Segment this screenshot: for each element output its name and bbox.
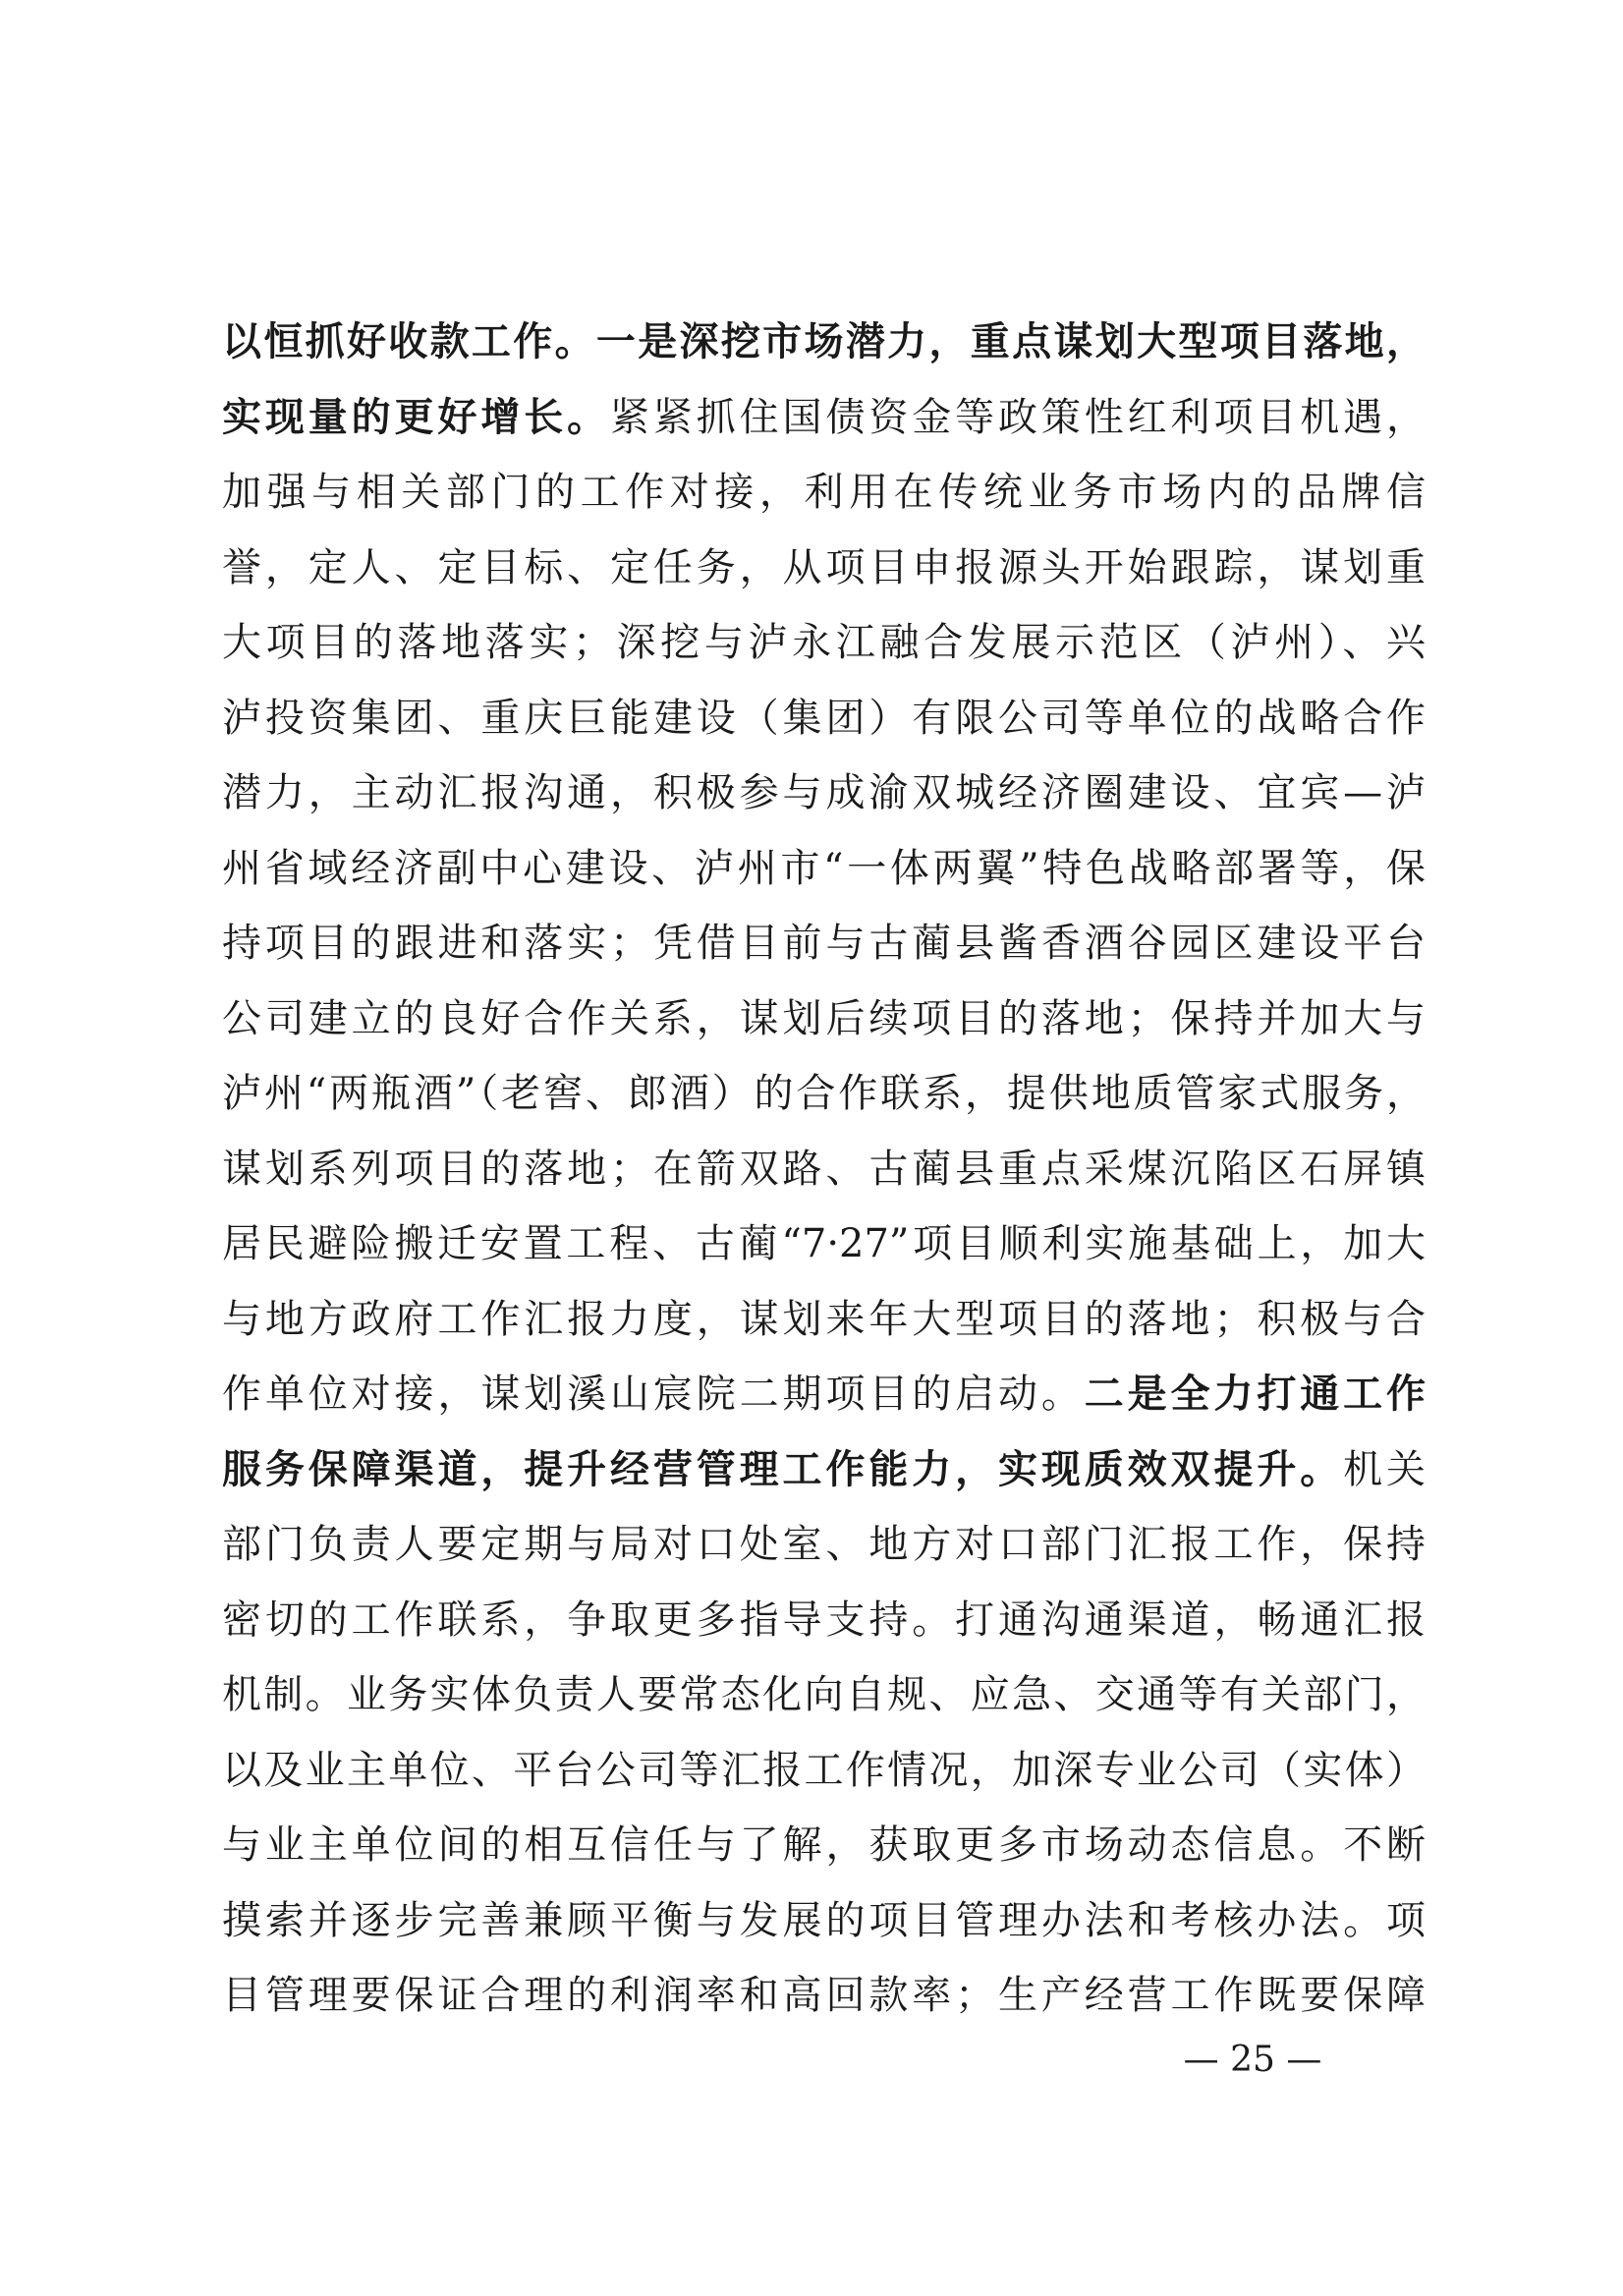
text-run: 加强与相关部门的工作对接，利用在传统业务市场内的品牌信 (222, 470, 1426, 515)
text-line (222, 1132, 1426, 1207)
text-line (222, 756, 1426, 831)
text-run: 泸州“两瓶酒”（老窖、郎酒）的合作联系，提供地质管家式服务， (222, 1071, 1426, 1116)
text-run: 机关 (1343, 1446, 1426, 1492)
text-run: 持项目的跟进和落实；凭借目前与古蔺县酱香酒谷园区建设平台 (222, 921, 1426, 966)
text-line (222, 455, 1426, 531)
text-run: 密切的工作联系，争取更多指导支持。打通沟通渠道，畅通汇报 (222, 1596, 1426, 1643)
text-line (222, 380, 1426, 456)
text-run: 与地方政府工作汇报力度，谋划来年大型项目的落地；积极与合 (222, 1296, 1426, 1342)
text-line (222, 305, 1426, 380)
text-line (222, 531, 1426, 606)
bold-text-run: 服务保障渠道，提升经营管理工作能力，实现质效双提升。 (222, 1445, 1344, 1492)
text-line (222, 1206, 1426, 1282)
text-run: 与业主单位间的相互信任与了解，获取更多市场动态信息。不断 (222, 1822, 1426, 1868)
text-line (222, 1733, 1426, 1809)
text-line (222, 1883, 1426, 1959)
text-run: 公司建立的良好合作关系，谋划后续项目的落地；保持并加大与 (222, 995, 1426, 1041)
text-run: 潜力，主动汇报沟通，积极参与成渝双城经济圈建设、宜宾—泸 (222, 770, 1426, 815)
text-line (222, 1357, 1426, 1432)
text-line (222, 1282, 1426, 1358)
bold-text-run: 二是全力打通工作 (1084, 1371, 1426, 1417)
text-run: 摸索并逐步完善兼顾平衡与发展的项目管理办法和考核办法。项 (222, 1897, 1426, 1943)
text-run: 目管理要保证合理的利润率和高回款率；生产经营工作既要保障 (222, 1973, 1426, 2018)
text-run: 泸投资集团、重庆巨能建设（集团）有限公司等单位的战略合作 (222, 695, 1426, 741)
text-run: 部门负责人要定期与局对口处室、地方对口部门汇报工作，保持 (222, 1522, 1426, 1567)
body-paragraph (222, 305, 1426, 2034)
text-line (222, 831, 1426, 907)
text-run: 誉，定人、定目标、定任务，从项目申报源头开始跟踪，谋划重 (222, 544, 1426, 590)
text-line (222, 1808, 1426, 1883)
text-line (222, 981, 1426, 1057)
text-run: 作单位对接，谋划溪山宸院二期项目的启动。 (222, 1372, 1085, 1417)
text-run: 以及业主单位、平台公司等汇报工作情况，加深专业公司（实体） (222, 1747, 1426, 1793)
text-line (222, 1583, 1426, 1658)
text-line (222, 681, 1426, 756)
text-line (222, 1507, 1426, 1583)
bold-text-run: 实现量的更好增长。 (222, 393, 610, 440)
text-line (222, 1657, 1426, 1733)
page-number: — 25 — (1183, 2040, 1322, 2080)
text-line (222, 1432, 1426, 1508)
text-run: 机制。业务实体负责人要常态化向自规、应急、交通等有关部门， (222, 1672, 1426, 1717)
text-line (222, 906, 1426, 981)
text-run: 州省域经济副中心建设、泸州市“一体两翼”特色战略部署等，保 (222, 845, 1426, 891)
text-run: 大项目的落地落实；深挖与泸永江融合发展示范区（泸州）、兴 (222, 620, 1426, 665)
text-run: 谋划系列项目的落地；在箭双路、古蔺县重点采煤沉陷区石屏镇 (222, 1146, 1426, 1192)
text-line (222, 1056, 1426, 1132)
text-run: 紧紧抓住国债资金等政策性红利项目机遇， (610, 394, 1426, 440)
text-line (222, 605, 1426, 681)
bold-text-run: 以恒抓好收款工作。一是深挖市场潜力，重点谋划大型项目落地， (222, 318, 1426, 364)
text-line (222, 1958, 1426, 2034)
text-run: 居民避险搬迁安置工程、古蔺“7·27”项目顺利实施基础上，加大 (222, 1221, 1426, 1266)
